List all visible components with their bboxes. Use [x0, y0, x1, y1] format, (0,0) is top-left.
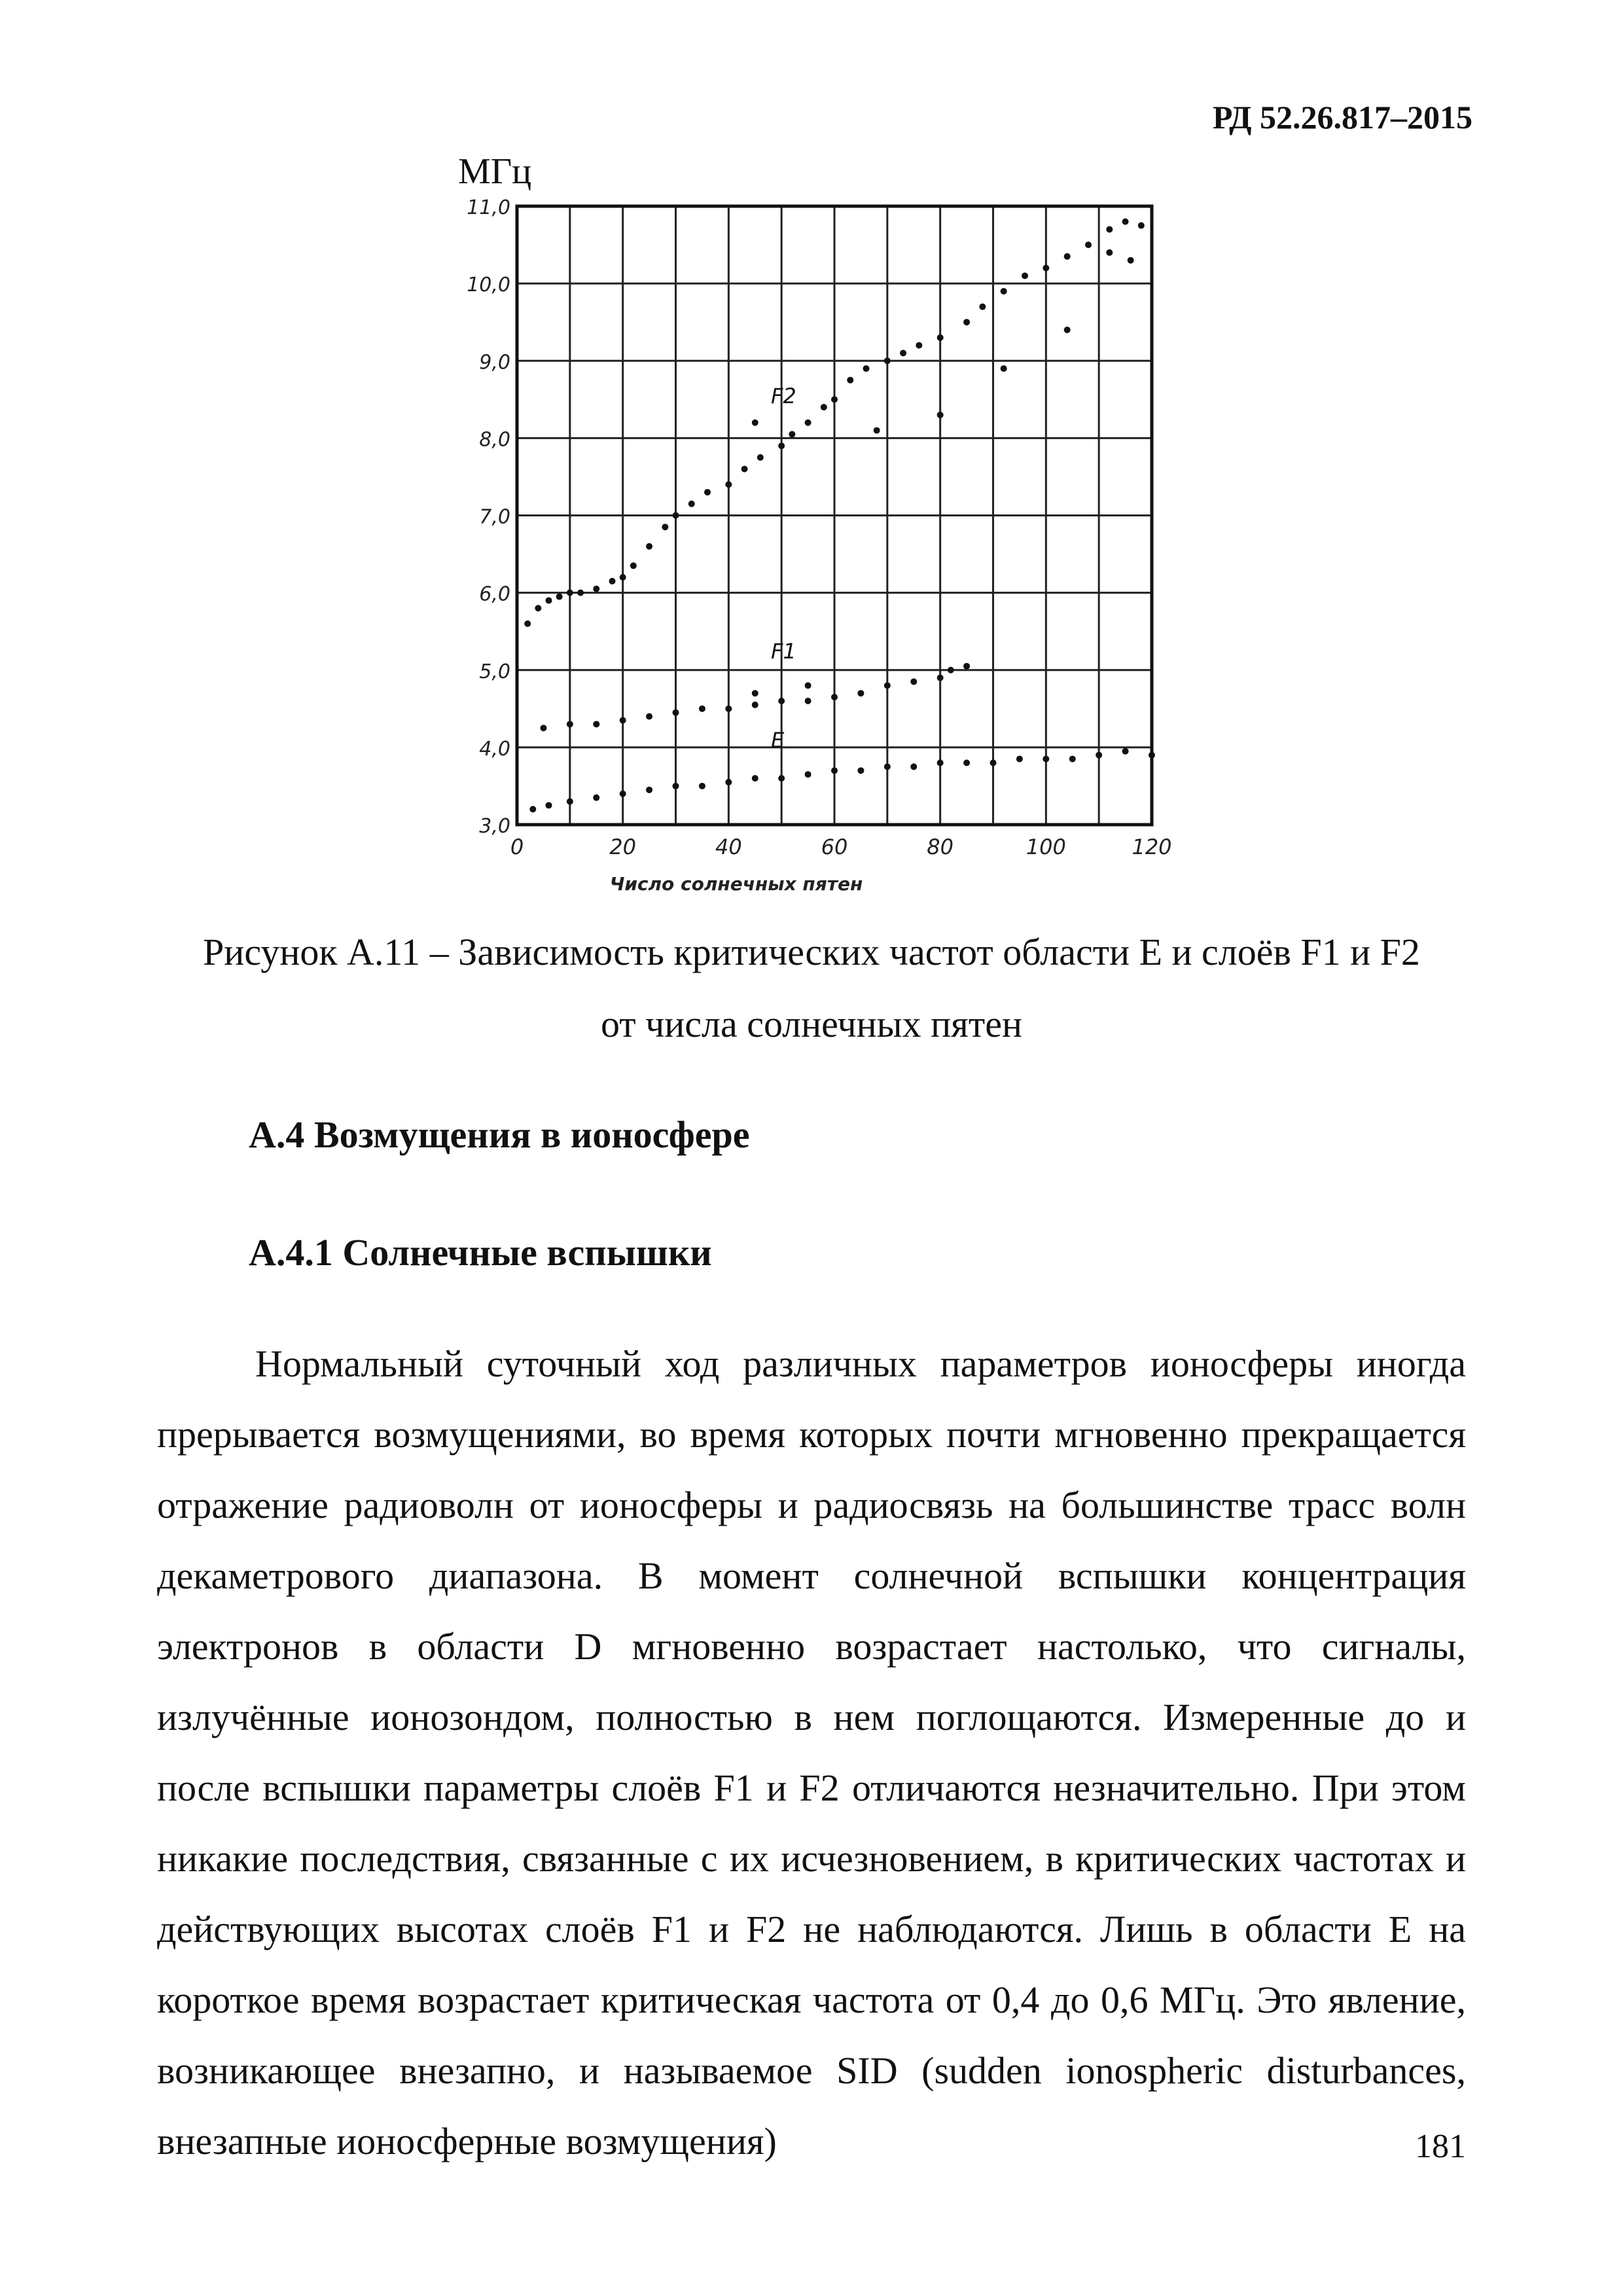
series-label-e: E: [771, 727, 785, 753]
data-point-f2: [916, 342, 922, 349]
y-tick-label: 9,0: [479, 351, 510, 374]
data-point-f1: [884, 682, 891, 689]
data-point-f2: [863, 365, 870, 372]
data-point-f2: [963, 319, 970, 325]
data-point-e: [1149, 752, 1155, 759]
data-point-e: [937, 760, 944, 766]
data-point-e: [1069, 756, 1076, 762]
data-point-f2: [609, 578, 616, 584]
x-tick-label: 60: [821, 834, 848, 859]
data-point-f1: [752, 690, 758, 696]
data-point-f2: [567, 590, 573, 596]
data-point-f2: [630, 562, 637, 569]
data-point-f1: [620, 717, 626, 724]
data-point-f2: [646, 543, 652, 550]
data-point-f2: [535, 605, 541, 611]
series-label-f1: F1: [771, 639, 796, 664]
data-point-e: [1096, 752, 1102, 759]
data-point-f1: [752, 702, 758, 708]
data-point-f2: [1001, 288, 1007, 295]
data-point-f1: [831, 694, 838, 700]
x-tick-label: 40: [715, 834, 742, 859]
data-point-f2: [789, 431, 795, 437]
y-tick-label: 8,0: [479, 428, 510, 452]
section-heading-a4: А.4 Возмущения в ионосфере: [249, 1113, 750, 1156]
data-point-f1: [857, 690, 864, 696]
figure-chart: [452, 151, 1237, 910]
chart-grid: [517, 206, 1152, 825]
data-point-e: [593, 795, 599, 801]
data-point-f2: [937, 412, 944, 418]
data-point-f1: [567, 721, 573, 727]
y-tick-label: 5,0: [479, 660, 510, 683]
data-point-f2: [752, 420, 758, 426]
data-point-e: [805, 771, 812, 778]
data-point-f1: [725, 706, 732, 712]
data-point-e: [725, 779, 732, 785]
data-point-f2: [1064, 253, 1071, 260]
data-point-f2: [1106, 249, 1113, 256]
data-point-f2: [556, 594, 563, 600]
data-point-f2: [741, 466, 748, 473]
data-point-e: [884, 763, 891, 770]
data-point-f2: [1122, 219, 1129, 225]
data-point-f2: [1001, 365, 1007, 372]
data-point-f1: [540, 725, 546, 731]
data-point-e: [778, 775, 785, 781]
data-point-f2: [821, 404, 827, 410]
data-point-f1: [910, 678, 917, 685]
data-point-f1: [699, 706, 705, 712]
data-point-f2: [847, 377, 853, 384]
data-point-f1: [673, 709, 679, 716]
data-point-f2: [620, 574, 626, 581]
data-point-f2: [1128, 257, 1134, 264]
data-point-f1: [646, 713, 652, 720]
y-tick-label: 10,0: [467, 274, 510, 297]
data-point-e: [1043, 756, 1049, 762]
data-point-f2: [757, 454, 764, 461]
page-header-doc-code: РД 52.26.817–2015: [1212, 99, 1472, 135]
section-heading-a41: А.4.1 Солнечные вспышки: [249, 1231, 712, 1274]
data-point-f2: [688, 501, 695, 507]
data-point-f1: [805, 698, 812, 704]
data-point-f2: [805, 420, 812, 426]
y-tick-label: 11,0: [467, 196, 510, 219]
data-point-f1: [963, 663, 970, 670]
data-point-f2: [979, 304, 986, 310]
body-paragraph: Нормальный суточный ход различных параметров ионосферы иногда прерывается возмущениями, во время которых почти мгновенно прекращается отражение радиоволн от ионосферы и радиосвязь на большинстве трасс волн декаметрового диапазона. В момент солнечной вспышки концентрация электронов в области D мгновенно возрастает настолько, что сигналы, излучённые ионозондом, полностью в нем поглощаются. Измеренные до и после вспышки параметры слоёв F1 и F2 отличаются незначительно. При этом никакие последствия, связанные с их исчезновением, в критических частотах и действующих высотах слоёв F1 и F2 не наблюдаются. Лишь в области Е на короткое время возрастает критическая частота от 0,4 до 0,6 МГц. Это явление, возникающее внезапно, и называемое SID (sudden ionospheric disturbances, внезапные ионосферные возмущения): [157, 1342, 1466, 2162]
body-text: [157, 1329, 1466, 2177]
x-tick-label: 120: [1132, 834, 1172, 859]
data-point-e: [857, 767, 864, 774]
data-point-e: [1122, 748, 1129, 755]
data-point-e: [1016, 756, 1023, 762]
data-point-f1: [593, 721, 599, 727]
y-tick-label: 3,0: [479, 815, 510, 838]
data-point-f1: [948, 667, 954, 673]
x-tick-label: 100: [1026, 834, 1066, 859]
data-point-f2: [1064, 327, 1071, 333]
x-tick-label: 80: [927, 834, 954, 859]
data-point-e: [567, 798, 573, 805]
series-label-f2: F2: [771, 384, 796, 409]
data-point-f2: [1138, 223, 1145, 229]
page-number: 181: [1415, 2128, 1466, 2165]
figure-caption: Рисунок А.11 – Зависимость критических частот области Е и слоёв F1 и F2 от числа солнечных пятен: [203, 931, 1420, 1045]
y-tick-label: 7,0: [479, 505, 510, 529]
data-point-f2: [577, 590, 584, 596]
data-point-e: [529, 806, 536, 812]
data-point-f2: [673, 512, 679, 519]
data-point-f2: [1106, 226, 1113, 232]
data-point-e: [620, 791, 626, 797]
y-axis-label: МГц: [458, 151, 532, 192]
data-point-e: [831, 767, 838, 774]
y-tick-label: 4,0: [479, 737, 510, 761]
chart-ticks: [467, 196, 1171, 859]
data-point-e: [910, 763, 917, 770]
data-point-f2: [1043, 265, 1049, 272]
data-point-e: [646, 787, 652, 793]
data-point-e: [752, 775, 758, 781]
data-point-f2: [593, 586, 599, 592]
data-point-f2: [725, 481, 732, 488]
data-point-f2: [1085, 242, 1092, 248]
data-point-f2: [900, 350, 906, 356]
data-point-f2: [884, 357, 891, 364]
data-point-f2: [662, 524, 668, 530]
x-axis-label: Число солнечных пятен: [609, 873, 863, 895]
data-point-f1: [778, 698, 785, 704]
scatter-chart: [452, 151, 1237, 910]
data-point-f2: [704, 489, 711, 495]
data-point-e: [699, 783, 705, 789]
data-point-f2: [1022, 272, 1028, 279]
data-point-e: [673, 783, 679, 789]
x-tick-label: 20: [609, 834, 637, 859]
data-point-f2: [546, 597, 552, 603]
y-tick-label: 6,0: [479, 583, 510, 606]
x-tick-label: 0: [510, 834, 524, 859]
data-point-e: [546, 802, 552, 808]
data-point-e: [990, 760, 997, 766]
data-point-f2: [874, 427, 880, 434]
data-point-f1: [805, 682, 812, 689]
data-point-f2: [524, 620, 531, 627]
data-point-f1: [937, 675, 944, 681]
data-point-f2: [937, 334, 944, 341]
data-point-e: [963, 760, 970, 766]
data-point-f2: [778, 442, 785, 449]
data-point-f2: [831, 396, 838, 403]
